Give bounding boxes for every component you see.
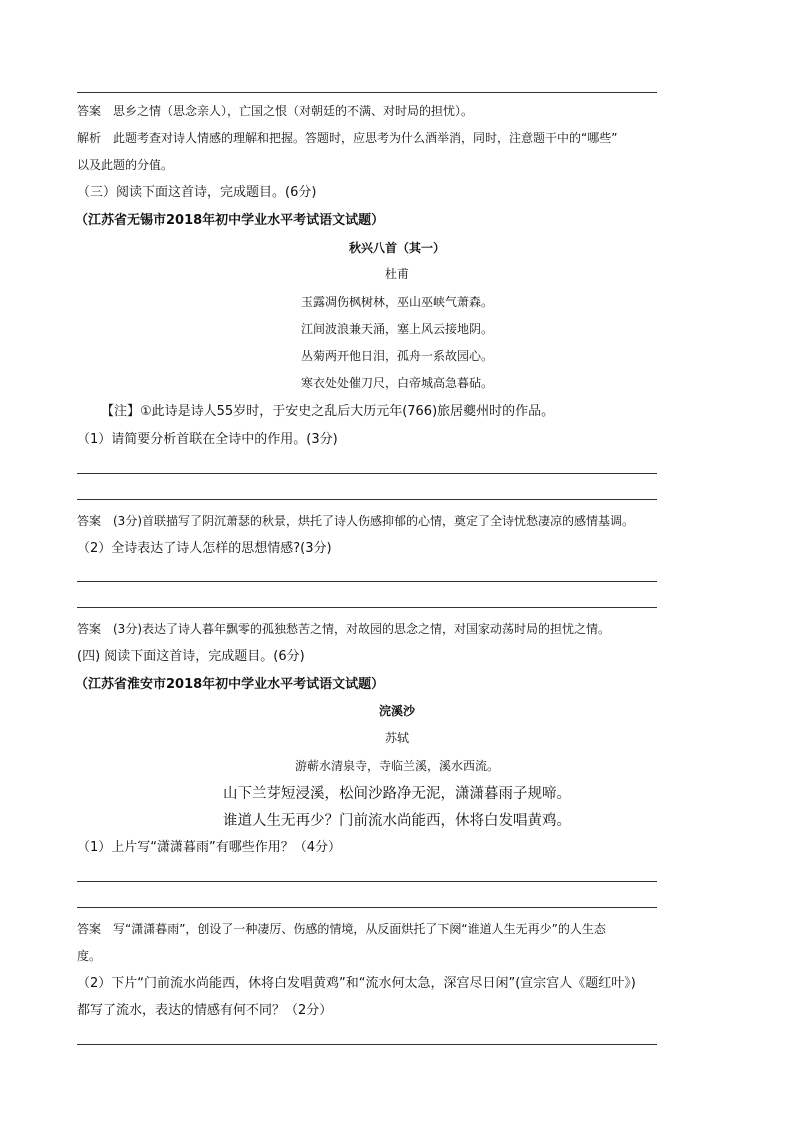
poem-1-author: 杜甫	[384, 267, 409, 281]
poem-2-line: 山下兰芽短浸溪，松间沙路净无泥，潇潇暮雨子规啼。	[223, 786, 571, 802]
poem-2-title: 浣溪沙	[378, 704, 415, 718]
section-3-header: （三）阅读下面这首诗，完成题目。(6分)	[77, 185, 317, 200]
answer-line	[77, 473, 657, 474]
question-3: （1）上片写“潇潇暮雨”有哪些作用？（4分）	[77, 840, 342, 855]
poem-1-line: 江间波浪兼天涌，塞上风云接地阴。	[300, 322, 493, 336]
question-4-cont: 都写了流水，表达的情感有何不同？（2分）	[77, 1003, 333, 1018]
answer-line	[77, 1044, 657, 1045]
poem-2-line: 谁道人生无再少？门前流水尚能西，休将白发唱黄鸡。	[223, 813, 571, 829]
answer-q3: 答案 写“潇潇暮雨”，创设了一种凄厉、伤感的情境，从反面烘托了下阕“谁道人生无再少”的人生态	[77, 922, 606, 936]
explanation-text-cont: 以及此题的分值。	[77, 158, 174, 172]
section-4-header: (四) 阅读下面这首诗，完成题目。(6分)	[77, 649, 305, 664]
answer-line	[77, 92, 657, 93]
section-3-source: （江苏省无锡市2018年初中学业水平考试语文试题）	[75, 213, 385, 228]
poem-1-line: 丛菊两开他日泪，孤舟一系故园心。	[300, 349, 493, 363]
question-1: （1）请简要分析首联在全诗中的作用。(3分)	[77, 432, 338, 447]
poem-1-line: 寒衣处处催刀尺，白帝城高急暮砧。	[300, 376, 493, 390]
poem-1-note: 【注】①此诗是诗人55岁时，于安史之乱后大历元年(766)旅居夔州时的作品。	[101, 404, 555, 419]
answer-line	[77, 881, 657, 882]
answer-line	[77, 607, 657, 608]
question-4: （2）下片“门前流水尚能西，休将白发唱黄鸡”和“流水何太急，深宫尽日闲”(宣宗宫人《题红叶》)	[77, 976, 636, 991]
explanation-text: 解析 此题考查对诗人情感的理解和把握。答题时，应思考为什么酒举消，同时，注意题干中的“哪些”	[77, 131, 618, 145]
answer-q2: 答案 (3分)表达了诗人暮年飘零的孤独愁苦之情，对故园的思念之情，对国家动荡时局的担忧之情。	[77, 622, 611, 636]
poem-1-line: 玉露凋伤枫树林，巫山巫峡气萧森。	[300, 295, 493, 309]
question-2: （2）全诗表达了诗人怎样的思想情感?(3分)	[77, 541, 332, 556]
answer-text: 答案 思乡之情（思念亲人），亡国之恨（对朝廷的不满、对时局的担忧）。	[77, 104, 474, 118]
poem-1-title: 秋兴八首（其一）	[348, 241, 445, 255]
answer-line	[77, 581, 657, 582]
poem-2-author: 苏轼	[384, 731, 409, 745]
section-4-source: （江苏省淮安市2018年初中学业水平考试语文试题）	[75, 677, 385, 692]
poem-2-preface: 游蕲水清泉寺，寺临兰溪，溪水西流。	[294, 759, 499, 773]
answer-line	[77, 907, 657, 908]
answer-line	[77, 499, 657, 500]
answer-q1: 答案 (3分)首联描写了阴沉萧瑟的秋景，烘托了诗人伤感抑郁的心情，奠定了全诗忧愁凄凉的感情基调。	[77, 514, 635, 528]
answer-q3-cont: 度。	[77, 949, 102, 963]
